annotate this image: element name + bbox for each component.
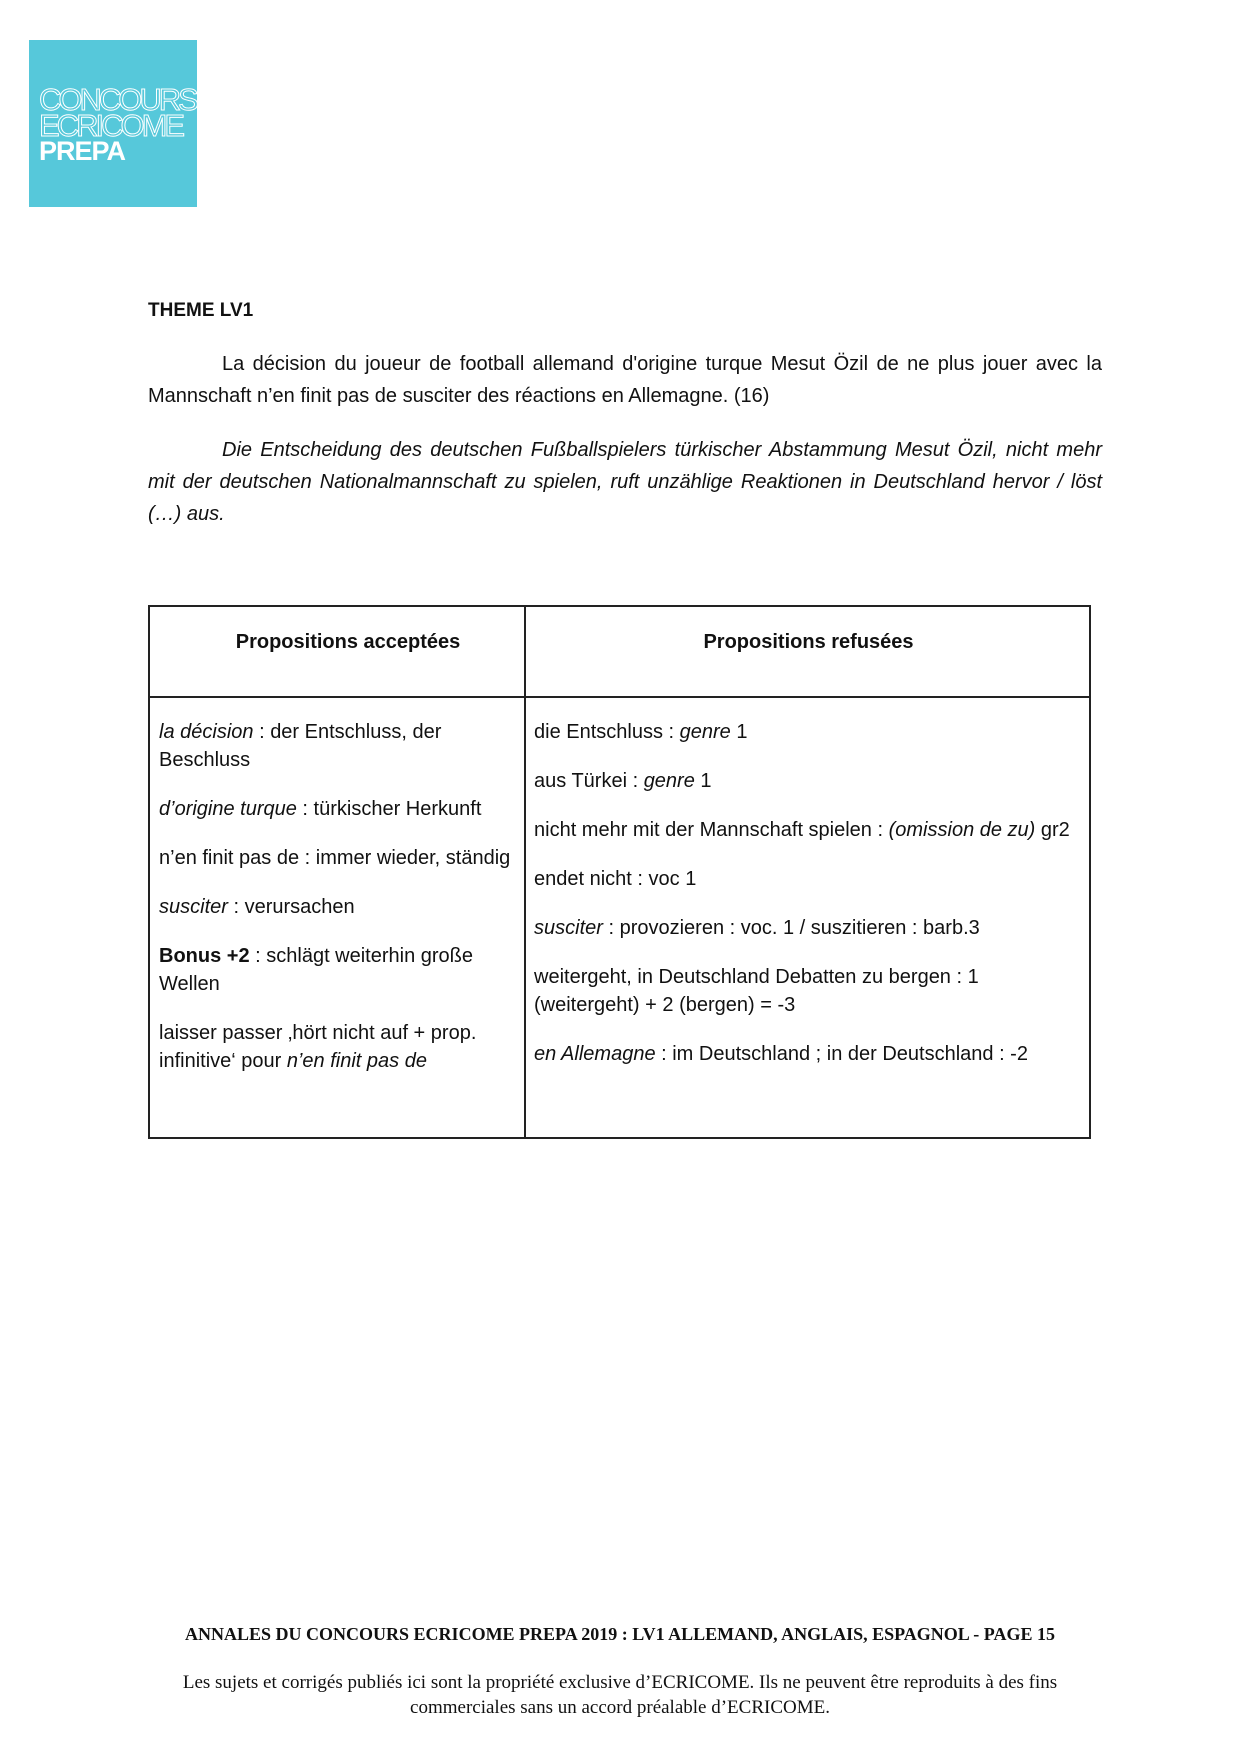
accepted-item: d’origine turque : türkischer Herkunft [159, 798, 482, 820]
source-text-paragraph: La décision du joueur de football allemand d'origine turque Mesut Özil de ne plus jouer avec la Mannschaft n’en finit pas de susciter des réactions en Allemagne. (16) [148, 353, 1102, 407]
accepted-header: Propositions acceptées [235, 631, 461, 653]
section-title: THEME LV1 [148, 300, 254, 321]
logo-line-prepa: PREPA [39, 136, 126, 166]
accepted-item: laisser passer ‚hört nicht auf + prop. infinitive‘ pour n’en finit pas de [159, 1022, 477, 1072]
refused-item: endet nicht : voc 1 [534, 868, 697, 890]
accepted-item: la décision : der Entschluss, der Beschluss [159, 721, 442, 771]
translation-paragraph: Die Entscheidung des deutschen Fußballspielers türkischer Abstammung Mesut Özil, nicht mehr mit der deutschen Nationalmannschaft zu spielen, ruft unzählige Reaktionen in Deutschland hervor / löst (…) aus. [148, 439, 1102, 525]
refused-column [534, 718, 1084, 1089]
propositions-table [148, 605, 1091, 1139]
refused-item: en Allemagne : im Deutschland ; in der Deutschland : -2 [534, 1043, 1028, 1065]
footer-title: ANNALES DU CONCOURS ECRICOME PREPA 2019 : LV1 ALLEMAND, ANGLAIS, ESPAGNOL - PAGE 15 [185, 1624, 1055, 1644]
concours-ecricome-prepa-logo [29, 40, 197, 207]
table-header-divider [150, 696, 1089, 698]
accepted-column [159, 718, 519, 1096]
refused-item: weitergeht, in Deutschland Debatten zu bergen : 1 (weitergeht) + 2 (bergen) = -3 [534, 966, 979, 1016]
refused-item: nicht mehr mit der Mannschaft spielen : (omission de zu) gr2 [534, 819, 1070, 841]
accepted-item-bonus: Bonus +2 : schlägt weiterhin große Wellen [159, 945, 474, 995]
refused-header: Propositions refusées [703, 631, 914, 653]
logo-line-ecricome: ECRICOME [39, 108, 183, 143]
accepted-item: susciter : verursachen [159, 896, 355, 918]
refused-item: die Entschluss : genre 1 [534, 721, 748, 743]
refused-item: aus Türkei : genre 1 [534, 770, 712, 792]
refused-item: susciter : provozieren : voc. 1 / suszitieren : barb.3 [534, 917, 980, 939]
table-column-divider [524, 607, 526, 1137]
footer-copyright: Les sujets et corrigés publiés ici sont la propriété exclusive d’ECRICOME. Ils ne peuvent être reproduits à des fins commerciales sans un accord préalable d’ECRICOME. [182, 1672, 1058, 1718]
accepted-item: n’en finit pas de : immer wieder, ständig [159, 847, 511, 869]
logo-line-concours: CONCOURS [39, 82, 196, 117]
